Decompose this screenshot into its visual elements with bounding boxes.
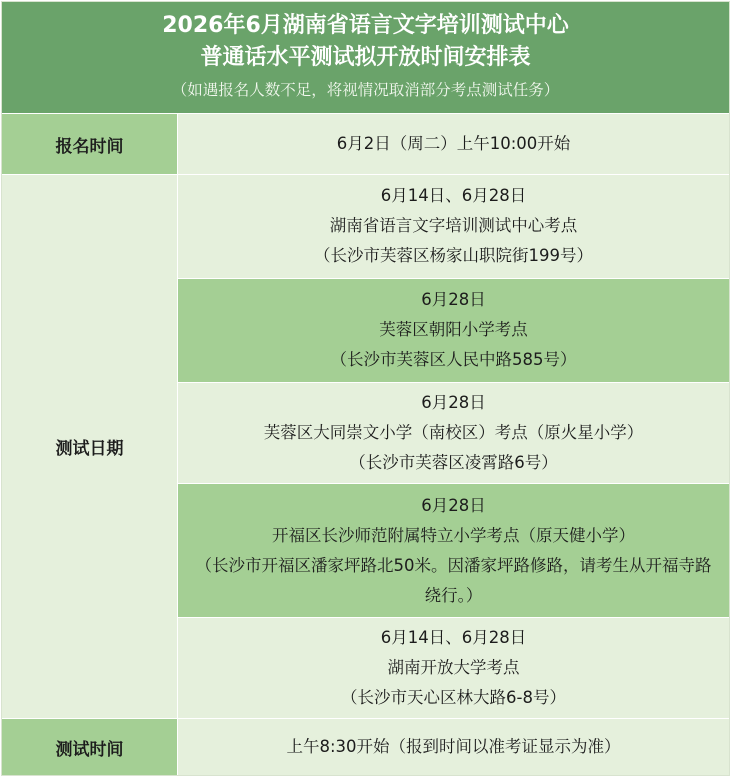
- test-site: [178, 383, 729, 485]
- test-dates-row: [2, 175, 729, 719]
- site-venue: 芙蓉区大同崇文小学（南校区）考点（原火星小学）: [263, 423, 644, 443]
- test-time-label: 测试时间: [2, 719, 178, 775]
- registration-label: 报名时间: [2, 114, 178, 174]
- site-date: 6月14日、6月28日: [380, 186, 527, 206]
- site-date: 6月28日: [421, 290, 486, 310]
- site-date: 6月28日: [421, 495, 486, 515]
- site-address: （长沙市芙蓉区凌霄路6号）: [349, 453, 558, 473]
- test-site: [178, 175, 729, 279]
- test-time-value: 上午8:30开始（报到时间以准考证显示为准）: [178, 719, 729, 775]
- site-address: （长沙市芙蓉区人民中路585号）: [330, 350, 577, 370]
- test-sites-list: [178, 175, 729, 718]
- schedule-table: [1, 1, 730, 776]
- title-line-2: 普通话水平测试拟开放时间安排表: [200, 45, 531, 70]
- test-site: [178, 484, 729, 618]
- registration-value: 6月2日（周二）上午10:00开始: [178, 114, 729, 174]
- site-address: （长沙市开福区潘家坪路北50米。因潘家坪路修路，请考生从开福寺路绕行。）: [195, 555, 712, 605]
- site-date: 6月14日、6月28日: [380, 628, 527, 648]
- title-line-1: 2026年6月湖南省语言文字培训测试中心: [162, 13, 569, 38]
- test-dates-label: 测试日期: [2, 175, 178, 718]
- test-site: [178, 618, 729, 718]
- table-header: [2, 2, 729, 114]
- site-date: 6月28日: [421, 393, 486, 413]
- site-venue: 湖南开放大学考点: [387, 658, 520, 678]
- site-address: （长沙市芙蓉区杨家山职院街199号）: [314, 246, 593, 266]
- site-venue: 湖南省语言文字培训测试中心考点: [329, 216, 578, 236]
- site-venue: 芙蓉区朝阳小学考点: [379, 320, 528, 340]
- subtitle-note: （如遇报名人数不足，将视情况取消部分考点测试任务）: [171, 81, 560, 99]
- registration-row: [2, 114, 729, 175]
- test-time-row: [2, 719, 729, 775]
- test-site: [178, 279, 729, 383]
- site-venue: 开福区长沙师范附属特立小学考点（原天健小学）: [272, 525, 635, 545]
- site-address: （长沙市天心区林大路6-8号）: [341, 688, 566, 708]
